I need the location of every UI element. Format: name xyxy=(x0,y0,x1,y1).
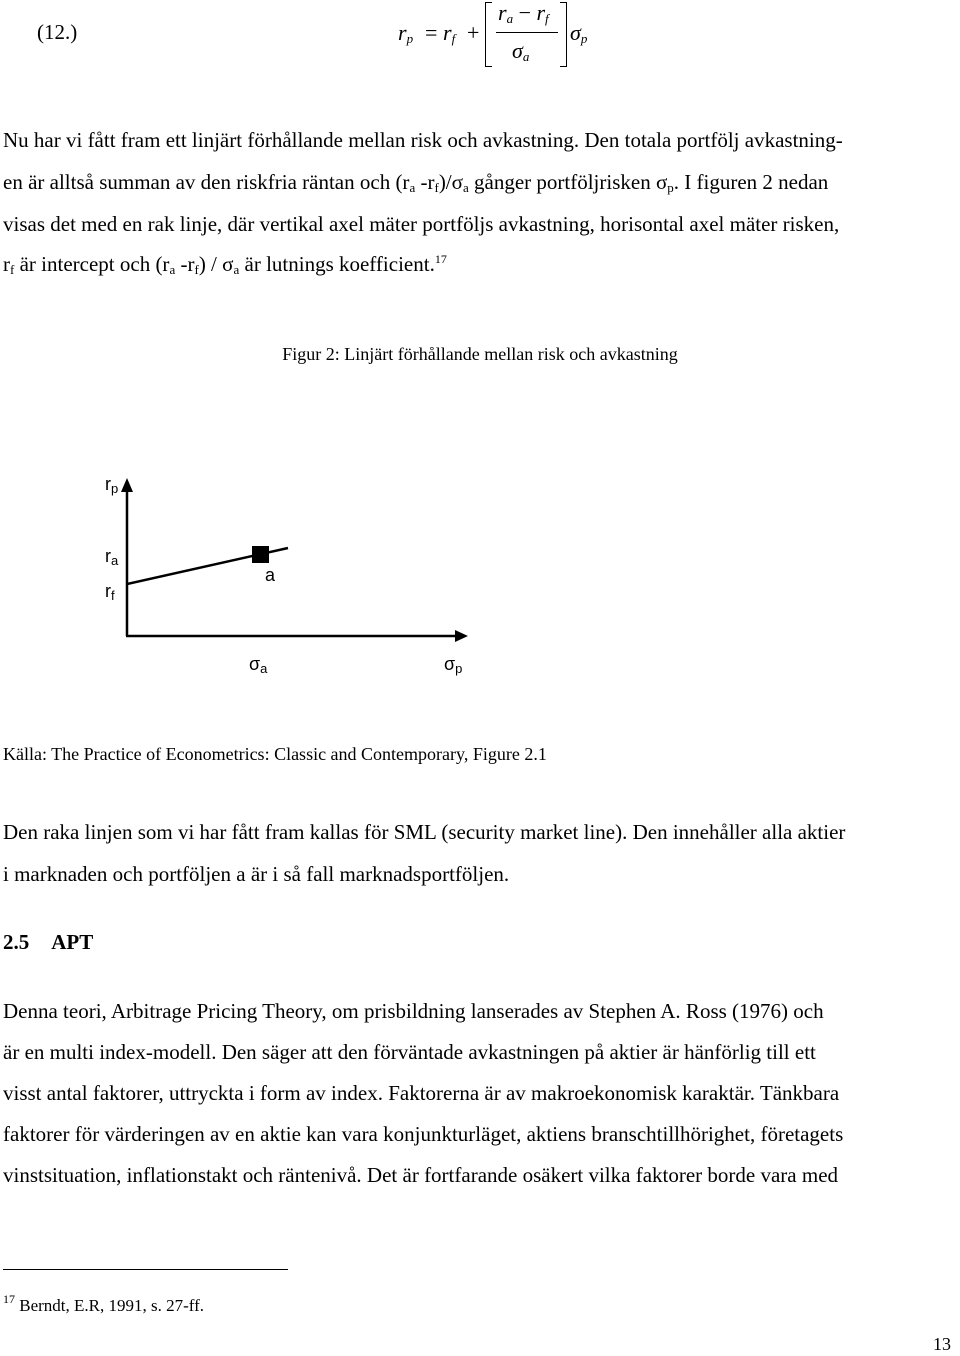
section-heading xyxy=(3,930,93,955)
y-axis-label: $r_p$ xyxy=(105,474,119,496)
footnote-separator xyxy=(3,1269,288,1270)
paragraph-sml-line1: Den raka linjen som vi har fått fram kallas för SML (security market line). Den innehåller alla aktier xyxy=(3,820,846,844)
equation-rf: $r_f$ xyxy=(443,20,456,46)
ra-label: $r_a$ xyxy=(105,546,119,568)
sigma-a-label: $\sigma_a$ xyxy=(249,654,268,676)
figure-caption: Figur 2: Linjärt förhållande mellan risk och avkastning xyxy=(282,344,678,364)
paragraph-intro-line3: visas det med en rak linje, där vertikal axel mäter portföljs avkastning, horisontal axel mäter risken, xyxy=(3,212,840,236)
y-axis-arrow xyxy=(121,478,133,492)
sigma-p-label: $\sigma_p$ xyxy=(444,654,463,676)
paragraph-apt-line1: Denna teori, Arbitrage Pricing Theory, om prisbildning lanserades av Stephen A. Ross (1976) och xyxy=(3,999,824,1023)
paragraph-intro-line4: $r_f$ är intercept och ($r_a$ $-r_f) / \sigma_a$ är lutnings koefficient.$^{17}$ xyxy=(3,252,447,277)
equation-denominator: $\sigma_a$ xyxy=(512,38,530,64)
point-label: a xyxy=(265,565,276,585)
x-axis-arrow xyxy=(455,630,468,642)
figure-source: Källa: The Practice of Econometrics: Classic and Contemporary, Figure 2.1 xyxy=(3,744,547,764)
equation-number: (12.) xyxy=(37,20,78,44)
section-number: 2.5 xyxy=(3,930,30,954)
equation-sigma-p: $\sigma_p$ xyxy=(570,20,588,46)
paragraph-apt-line4: faktorer för värderingen av en aktie kan vara konjunkturläget, aktiens branschtillhörighet, företagets xyxy=(3,1122,844,1146)
equation-plus: + xyxy=(467,20,480,45)
page-number: 13 xyxy=(933,1334,951,1354)
footnote xyxy=(3,1292,205,1316)
market-portfolio-marker xyxy=(252,546,269,563)
paragraph-apt-line3: visst antal faktorer, uttryckta i form av index. Faktorerna är av makroekonomisk karaktär. Tänkbara xyxy=(3,1081,840,1105)
equation-lhs: $r_p$ xyxy=(398,20,414,46)
footnote-text: Berndt, E.R, 1991, s. 27-ff. xyxy=(15,1296,205,1315)
section-title: APT xyxy=(51,930,94,954)
paragraph-sml-line2: i marknaden och portföljen a är i så fall marknadsportföljen. xyxy=(3,862,510,886)
equation-numerator: $r_a - r_f$ xyxy=(498,0,549,26)
paragraph-intro-line1: Nu har vi fått fram ett linjärt förhållande mellan risk och avkastning. Den totala portfölj avkastning- xyxy=(3,128,843,152)
paragraph-apt-line5: vinstsituation, inflationstakt och räntenivå. Det är fortfarande osäkert vilka faktorer borde vara med xyxy=(3,1163,839,1187)
rf-label: $r_f$ xyxy=(105,581,115,603)
paragraph-apt-line2: är en multi index-modell. Den säger att den förväntade avkastningen på aktier är hänförlig till ett xyxy=(3,1040,816,1064)
paragraph-intro-line2: en är alltså summan av den riskfria räntan och ($r_a$ $-r_f)/\sigma_a$ gånger portföljrisken $\sigma_p$. I figuren 2 nedan xyxy=(3,170,829,195)
footnote-mark: 17 xyxy=(3,1292,15,1306)
equation-equals: = xyxy=(425,20,438,45)
footnote-ref[interactable]: 17 xyxy=(434,252,447,266)
